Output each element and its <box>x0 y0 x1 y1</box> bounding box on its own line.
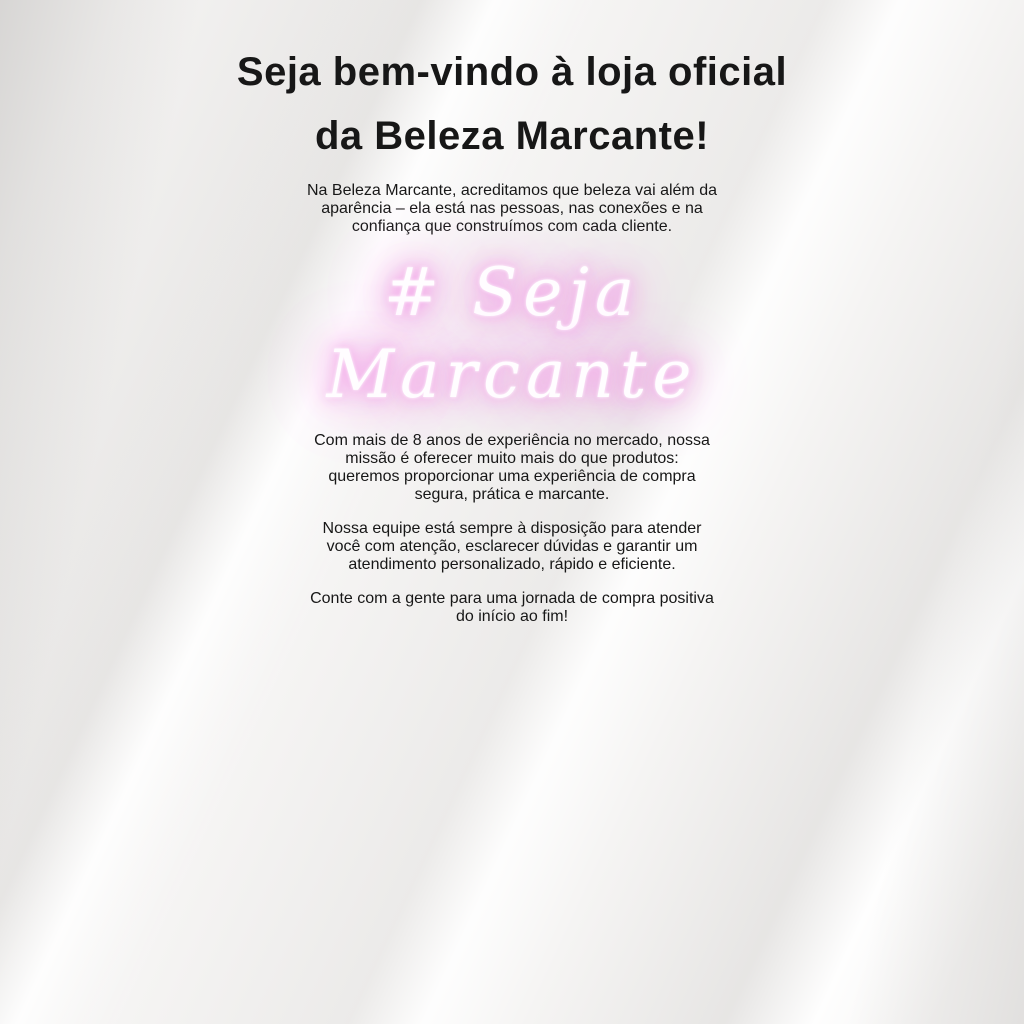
neon-line-1: # Seja <box>383 254 641 331</box>
closing-line-2: do início ao fim! <box>455 608 569 625</box>
intro-line-1: Na Beleza Marcante, acreditamos que beleza vai além da <box>307 182 717 199</box>
intro-line-3: confiança que construímos com cada cliente. <box>351 218 673 235</box>
team-line-3: atendimento personalizado, rápido e eficiente. <box>348 556 676 573</box>
closing-line-1: Conte com a gente para uma jornada de compra positiva <box>310 590 714 607</box>
experience-line-1: Com mais de 8 anos de experiência no mercado, nossa <box>314 432 710 449</box>
title-line-1: Seja bem-vindo à loja oficial <box>236 50 788 94</box>
title-line-2: da Beleza Marcante! <box>314 114 710 158</box>
team-line-1: Nossa equipe está sempre à disposição para atender <box>322 520 702 537</box>
intro-line-2: aparência – ela está nas pessoas, nas conexões e na <box>321 200 703 217</box>
neon-line-2: Marcante <box>326 336 698 413</box>
page-title <box>34 40 990 168</box>
experience-line-3: queremos proporcionar uma experiência de compra <box>328 468 696 485</box>
experience-line-2: missão é oferecer muito mais do que produtos: <box>345 450 679 467</box>
experience-line-4: segura, prática e marcante. <box>414 486 610 503</box>
team-line-2: você com atenção, esclarecer dúvidas e garantir um <box>326 538 698 555</box>
neon-hashtag-sign <box>34 252 990 416</box>
